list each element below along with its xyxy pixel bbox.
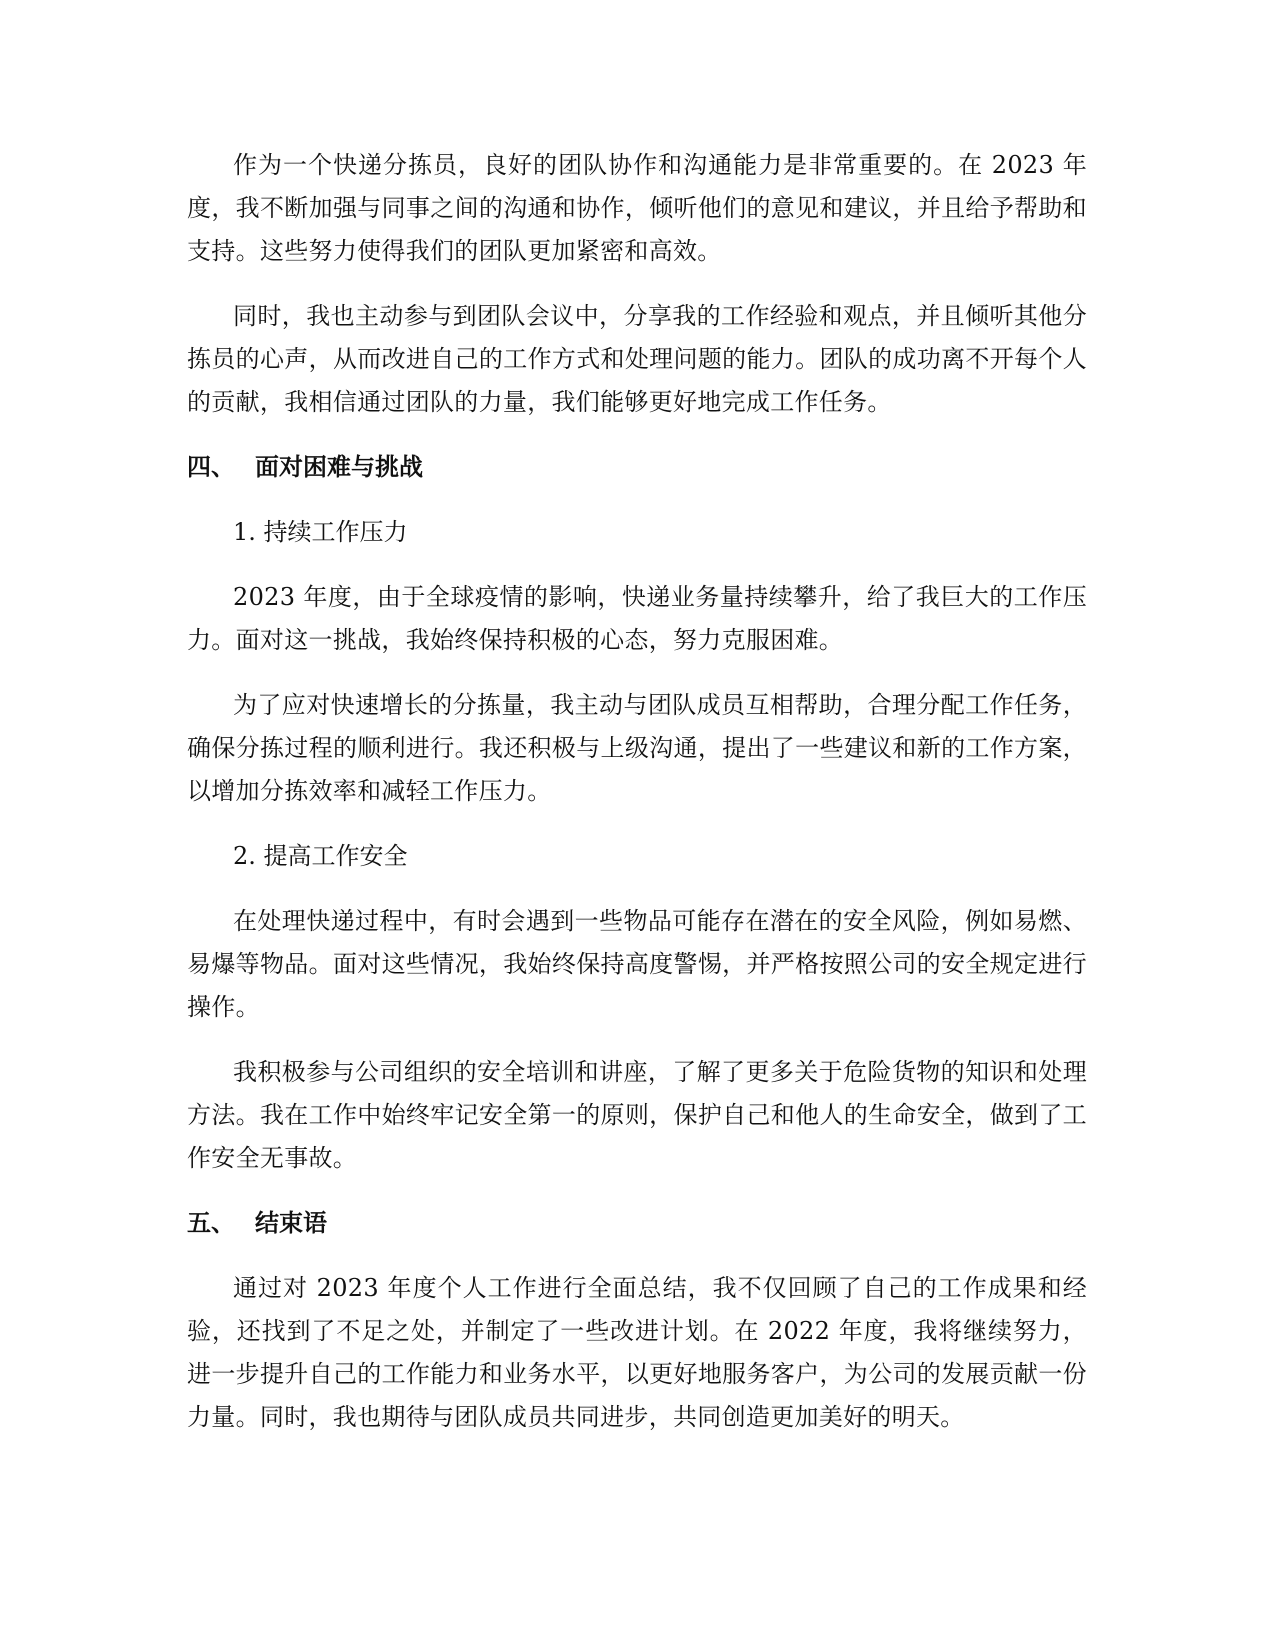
subheading-work-pressure: 1. 持续工作压力 — [233, 518, 408, 546]
section-number: 四、 — [187, 453, 235, 481]
paragraph-safety-2: 我积极参与公司组织的安全培训和讲座，了解了更多关于危险货物的知识和处理方法。我在工作中始终牢记安全第一的原则，保护自己和他人的生命安全，做到了工作安全无事故。 — [187, 1058, 1087, 1172]
paragraph-teamwork: 作为一个快递分拣员，良好的团队协作和沟通能力是非常重要的。在 2023 年度，我不断加强与同事之间的沟通和协作，倾听他们的意见和建议，并且给予帮助和支持。这些努力使得我们的团队更加紧密和高效。 — [187, 151, 1087, 265]
section-title: 面对困难与挑战 — [255, 453, 423, 481]
section-number: 五、 — [187, 1209, 235, 1237]
subheading-work-safety: 2. 提高工作安全 — [233, 842, 408, 870]
paragraph-safety-1: 在处理快递过程中，有时会遇到一些物品可能存在潜在的安全风险，例如易燃、易爆等物品。面对这些情况，我始终保持高度警惕，并严格按照公司的安全规定进行操作。 — [187, 907, 1087, 1021]
document-body — [187, 144, 1087, 1461]
section-title: 结束语 — [255, 1209, 327, 1237]
section-heading-4 — [187, 446, 1087, 489]
paragraph-team-meetings: 同时，我也主动参与到团队会议中，分享我的工作经验和观点，并且倾听其他分拣员的心声，从而改进自己的工作方式和处理问题的能力。团队的成功离不开每个人的贡献，我相信通过团队的力量，我们能够更好地完成工作任务。 — [187, 302, 1087, 416]
section-heading-5 — [187, 1202, 1087, 1245]
paragraph-conclusion: 通过对 2023 年度个人工作进行全面总结，我不仅回顾了自己的工作成果和经验，还找到了不足之处，并制定了一些改进计划。在 2022 年度，我将继续努力，进一步提升自己的工作能力和业务水平，以更好地服务客户，为公司的发展贡献一份力量。同时，我也期待与团队成员共同进步，共同创造更加美好的明天。 — [187, 1274, 1087, 1431]
paragraph-pressure-1: 2023 年度，由于全球疫情的影响，快递业务量持续攀升，给了我巨大的工作压力。面对这一挑战，我始终保持积极的心态，努力克服困难。 — [187, 583, 1087, 654]
paragraph-pressure-2: 为了应对快速增长的分拣量，我主动与团队成员互相帮助，合理分配工作任务，确保分拣过程的顺利进行。我还积极与上级沟通，提出了一些建议和新的工作方案，以增加分拣效率和减轻工作压力。 — [187, 691, 1087, 805]
